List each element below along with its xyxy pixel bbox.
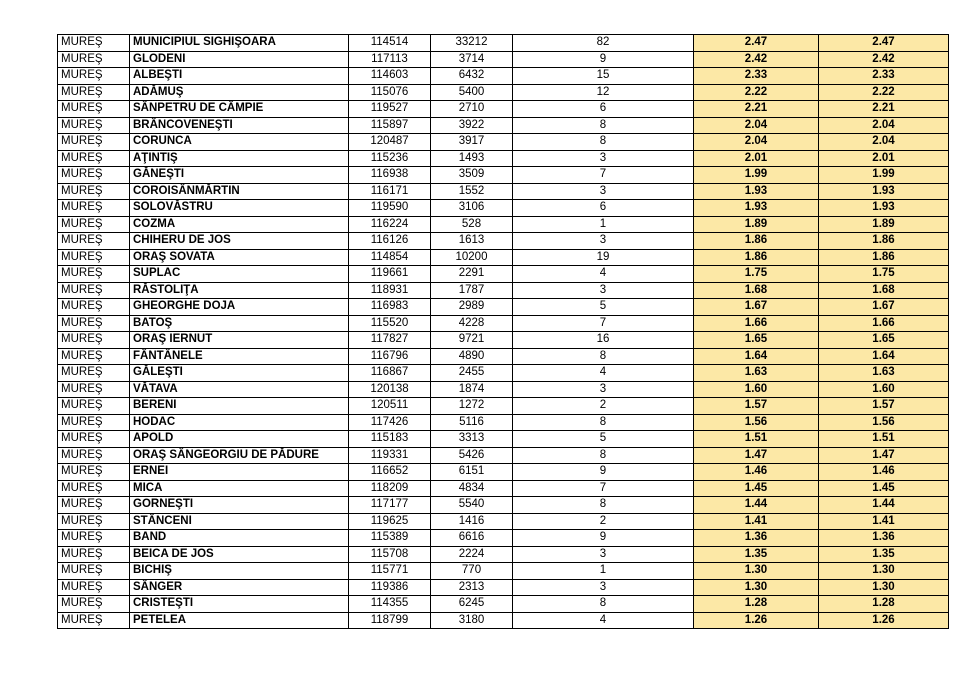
table-row — [58, 216, 949, 233]
cases-cell: 3 — [513, 546, 694, 563]
table-row — [58, 381, 949, 398]
locality-cell: SOLOVĂSTRU — [130, 200, 349, 217]
population-cell: 5540 — [431, 497, 513, 514]
rate-cell-2: 1.66 — [819, 315, 949, 332]
table-row — [58, 365, 949, 382]
county-cell: MUREŞ — [58, 35, 130, 52]
cases-cell: 15 — [513, 68, 694, 85]
table-row — [58, 150, 949, 167]
code-cell: 119331 — [349, 447, 431, 464]
cases-cell: 9 — [513, 530, 694, 547]
table-row — [58, 200, 949, 217]
code-cell: 116652 — [349, 464, 431, 481]
locality-cell: ALBEŞTI — [130, 68, 349, 85]
rate-cell: 1.93 — [694, 200, 819, 217]
code-cell: 114603 — [349, 68, 431, 85]
locality-cell: COROISÂNMĂRTIN — [130, 183, 349, 200]
table-row — [58, 497, 949, 514]
rate-cell: 1.68 — [694, 282, 819, 299]
cases-cell: 2 — [513, 398, 694, 415]
code-cell: 117113 — [349, 51, 431, 68]
cases-cell: 8 — [513, 117, 694, 134]
rate-cell: 1.89 — [694, 216, 819, 233]
code-cell: 114514 — [349, 35, 431, 52]
rate-cell-2: 1.30 — [819, 563, 949, 580]
rate-cell-2: 2.47 — [819, 35, 949, 52]
code-cell: 119527 — [349, 101, 431, 118]
rate-cell: 2.42 — [694, 51, 819, 68]
county-cell: MUREŞ — [58, 381, 130, 398]
cases-cell: 16 — [513, 332, 694, 349]
locality-cell: BRÂNCOVENEŞTI — [130, 117, 349, 134]
cases-cell: 4 — [513, 365, 694, 382]
population-cell: 1416 — [431, 513, 513, 530]
rate-cell-2: 1.46 — [819, 464, 949, 481]
population-cell: 5116 — [431, 414, 513, 431]
table-row — [58, 563, 949, 580]
data-table — [57, 34, 949, 629]
rate-cell: 1.44 — [694, 497, 819, 514]
table-row — [58, 513, 949, 530]
county-cell: MUREŞ — [58, 101, 130, 118]
rate-cell-2: 1.63 — [819, 365, 949, 382]
table-row — [58, 101, 949, 118]
population-cell: 6616 — [431, 530, 513, 547]
population-cell: 4228 — [431, 315, 513, 332]
code-cell: 116983 — [349, 299, 431, 316]
cases-cell: 7 — [513, 167, 694, 184]
rate-cell-2: 1.28 — [819, 596, 949, 613]
cases-cell: 5 — [513, 299, 694, 316]
cases-cell: 7 — [513, 480, 694, 497]
cases-cell: 8 — [513, 497, 694, 514]
table-row — [58, 414, 949, 431]
population-cell: 3509 — [431, 167, 513, 184]
cases-cell: 1 — [513, 563, 694, 580]
cases-cell: 2 — [513, 513, 694, 530]
rate-cell-2: 1.41 — [819, 513, 949, 530]
code-cell: 117827 — [349, 332, 431, 349]
table-row — [58, 249, 949, 266]
locality-cell: SUPLAC — [130, 266, 349, 283]
county-cell: MUREŞ — [58, 348, 130, 365]
locality-cell: COZMA — [130, 216, 349, 233]
county-cell: MUREŞ — [58, 200, 130, 217]
locality-cell: BERENI — [130, 398, 349, 415]
cases-cell: 8 — [513, 134, 694, 151]
rate-cell: 1.75 — [694, 266, 819, 283]
population-cell: 1272 — [431, 398, 513, 415]
table-row — [58, 299, 949, 316]
rate-cell-2: 1.67 — [819, 299, 949, 316]
cases-cell: 3 — [513, 233, 694, 250]
code-cell: 115520 — [349, 315, 431, 332]
locality-cell: BICHIŞ — [130, 563, 349, 580]
rate-cell: 2.04 — [694, 117, 819, 134]
rate-cell-2: 1.75 — [819, 266, 949, 283]
population-cell: 2989 — [431, 299, 513, 316]
cases-cell: 4 — [513, 266, 694, 283]
county-cell: MUREŞ — [58, 530, 130, 547]
locality-cell: GĂLEŞTI — [130, 365, 349, 382]
code-cell: 119661 — [349, 266, 431, 283]
locality-cell: GHEORGHE DOJA — [130, 299, 349, 316]
county-cell: MUREŞ — [58, 579, 130, 596]
table-row — [58, 117, 949, 134]
cases-cell: 8 — [513, 447, 694, 464]
code-cell: 118209 — [349, 480, 431, 497]
rate-cell: 2.01 — [694, 150, 819, 167]
locality-cell: CHIHERU DE JOS — [130, 233, 349, 250]
population-cell: 2313 — [431, 579, 513, 596]
population-cell: 2224 — [431, 546, 513, 563]
population-cell: 3917 — [431, 134, 513, 151]
rate-cell-2: 1.99 — [819, 167, 949, 184]
rate-cell-2: 1.86 — [819, 249, 949, 266]
code-cell: 119625 — [349, 513, 431, 530]
county-cell: MUREŞ — [58, 150, 130, 167]
code-cell: 116796 — [349, 348, 431, 365]
population-cell: 3922 — [431, 117, 513, 134]
county-cell: MUREŞ — [58, 431, 130, 448]
population-cell: 2291 — [431, 266, 513, 283]
population-cell: 770 — [431, 563, 513, 580]
population-cell: 3106 — [431, 200, 513, 217]
population-cell: 1787 — [431, 282, 513, 299]
rate-cell-2: 1.68 — [819, 282, 949, 299]
population-cell: 1874 — [431, 381, 513, 398]
code-cell: 117426 — [349, 414, 431, 431]
rate-cell: 1.51 — [694, 431, 819, 448]
county-cell: MUREŞ — [58, 497, 130, 514]
rate-cell-2: 2.33 — [819, 68, 949, 85]
cases-cell: 82 — [513, 35, 694, 52]
population-cell: 528 — [431, 216, 513, 233]
county-cell: MUREŞ — [58, 513, 130, 530]
code-cell: 115076 — [349, 84, 431, 101]
table-row — [58, 348, 949, 365]
county-cell: MUREŞ — [58, 282, 130, 299]
cases-cell: 8 — [513, 596, 694, 613]
cases-cell: 3 — [513, 150, 694, 167]
locality-cell: CORUNCA — [130, 134, 349, 151]
code-cell: 116938 — [349, 167, 431, 184]
rate-cell: 1.60 — [694, 381, 819, 398]
locality-cell: ORAŞ SOVATA — [130, 249, 349, 266]
population-cell: 5400 — [431, 84, 513, 101]
cases-cell: 1 — [513, 216, 694, 233]
county-cell: MUREŞ — [58, 249, 130, 266]
county-cell: MUREŞ — [58, 183, 130, 200]
locality-cell: GORNEŞTI — [130, 497, 349, 514]
cases-cell: 9 — [513, 51, 694, 68]
locality-cell: FÂNTÂNELE — [130, 348, 349, 365]
table-row — [58, 68, 949, 85]
population-cell: 5426 — [431, 447, 513, 464]
county-cell: MUREŞ — [58, 464, 130, 481]
cases-cell: 8 — [513, 348, 694, 365]
rate-cell: 1.64 — [694, 348, 819, 365]
locality-cell: CRISTEŞTI — [130, 596, 349, 613]
table-row — [58, 134, 949, 151]
rate-cell: 1.30 — [694, 563, 819, 580]
table-row — [58, 84, 949, 101]
table-row — [58, 282, 949, 299]
county-cell: MUREŞ — [58, 68, 130, 85]
county-cell: MUREŞ — [58, 546, 130, 563]
county-cell: MUREŞ — [58, 117, 130, 134]
county-cell: MUREŞ — [58, 84, 130, 101]
code-cell: 120138 — [349, 381, 431, 398]
rate-cell: 1.65 — [694, 332, 819, 349]
rate-cell: 1.26 — [694, 612, 819, 629]
table-row — [58, 315, 949, 332]
cases-cell: 3 — [513, 579, 694, 596]
population-cell: 6245 — [431, 596, 513, 613]
table-row — [58, 530, 949, 547]
table-row — [58, 332, 949, 349]
rate-cell-2: 2.04 — [819, 117, 949, 134]
locality-cell: STÂNCENI — [130, 513, 349, 530]
rate-cell-2: 1.57 — [819, 398, 949, 415]
table-body — [58, 35, 949, 629]
table-row — [58, 266, 949, 283]
rate-cell: 1.36 — [694, 530, 819, 547]
population-cell: 4834 — [431, 480, 513, 497]
table-row — [58, 480, 949, 497]
population-cell: 10200 — [431, 249, 513, 266]
rate-cell-2: 1.89 — [819, 216, 949, 233]
county-cell: MUREŞ — [58, 134, 130, 151]
rate-cell-2: 1.26 — [819, 612, 949, 629]
locality-cell: ADĂMUŞ — [130, 84, 349, 101]
rate-cell-2: 1.45 — [819, 480, 949, 497]
county-cell: MUREŞ — [58, 365, 130, 382]
code-cell: 117177 — [349, 497, 431, 514]
population-cell: 1613 — [431, 233, 513, 250]
locality-cell: APOLD — [130, 431, 349, 448]
population-cell: 4890 — [431, 348, 513, 365]
cases-cell: 6 — [513, 200, 694, 217]
rate-cell: 1.86 — [694, 233, 819, 250]
rate-cell: 1.99 — [694, 167, 819, 184]
locality-cell: GĂNEŞTI — [130, 167, 349, 184]
rate-cell-2: 1.47 — [819, 447, 949, 464]
county-cell: MUREŞ — [58, 612, 130, 629]
code-cell: 115897 — [349, 117, 431, 134]
county-cell: MUREŞ — [58, 596, 130, 613]
locality-cell: BEICA DE JOS — [130, 546, 349, 563]
locality-cell: ERNEI — [130, 464, 349, 481]
population-cell: 9721 — [431, 332, 513, 349]
locality-cell: GLODENI — [130, 51, 349, 68]
rate-cell-2: 2.01 — [819, 150, 949, 167]
county-cell: MUREŞ — [58, 447, 130, 464]
table-row — [58, 233, 949, 250]
locality-cell: BATOŞ — [130, 315, 349, 332]
rate-cell: 2.04 — [694, 134, 819, 151]
table-row — [58, 447, 949, 464]
rate-cell-2: 2.42 — [819, 51, 949, 68]
cases-cell: 19 — [513, 249, 694, 266]
code-cell: 118931 — [349, 282, 431, 299]
county-cell: MUREŞ — [58, 167, 130, 184]
table-row — [58, 612, 949, 629]
rate-cell-2: 1.56 — [819, 414, 949, 431]
rate-cell-2: 1.35 — [819, 546, 949, 563]
code-cell: 119386 — [349, 579, 431, 596]
county-cell: MUREŞ — [58, 398, 130, 415]
rate-cell: 1.86 — [694, 249, 819, 266]
rate-cell: 1.57 — [694, 398, 819, 415]
rate-cell-2: 2.04 — [819, 134, 949, 151]
code-cell: 118799 — [349, 612, 431, 629]
table-row — [58, 464, 949, 481]
rate-cell: 1.63 — [694, 365, 819, 382]
rate-cell-2: 1.51 — [819, 431, 949, 448]
cases-cell: 9 — [513, 464, 694, 481]
county-cell: MUREŞ — [58, 563, 130, 580]
population-cell: 33212 — [431, 35, 513, 52]
table-row — [58, 579, 949, 596]
county-cell: MUREŞ — [58, 332, 130, 349]
county-cell: MUREŞ — [58, 51, 130, 68]
rate-cell: 1.93 — [694, 183, 819, 200]
rate-cell: 1.56 — [694, 414, 819, 431]
county-cell: MUREŞ — [58, 216, 130, 233]
rate-cell-2: 1.60 — [819, 381, 949, 398]
code-cell: 120511 — [349, 398, 431, 415]
locality-cell: SÂNPETRU DE CÂMPIE — [130, 101, 349, 118]
rate-cell-2: 1.30 — [819, 579, 949, 596]
code-cell: 119590 — [349, 200, 431, 217]
rate-cell-2: 1.65 — [819, 332, 949, 349]
table-row — [58, 398, 949, 415]
population-cell: 3313 — [431, 431, 513, 448]
locality-cell: PETELEA — [130, 612, 349, 629]
rate-cell: 2.22 — [694, 84, 819, 101]
county-cell: MUREŞ — [58, 414, 130, 431]
population-cell: 1493 — [431, 150, 513, 167]
population-cell: 6432 — [431, 68, 513, 85]
table-row — [58, 546, 949, 563]
population-cell: 2455 — [431, 365, 513, 382]
code-cell: 114854 — [349, 249, 431, 266]
table-row — [58, 183, 949, 200]
locality-cell: VĂTAVA — [130, 381, 349, 398]
cases-cell: 6 — [513, 101, 694, 118]
rate-cell-2: 1.93 — [819, 183, 949, 200]
population-cell: 1552 — [431, 183, 513, 200]
locality-cell: MICA — [130, 480, 349, 497]
cases-cell: 3 — [513, 183, 694, 200]
code-cell: 115771 — [349, 563, 431, 580]
locality-cell: MUNICIPIUL SIGHIŞOARA — [130, 35, 349, 52]
code-cell: 116867 — [349, 365, 431, 382]
table-row — [58, 51, 949, 68]
table-row — [58, 167, 949, 184]
table-row — [58, 35, 949, 52]
rate-cell-2: 2.21 — [819, 101, 949, 118]
cases-cell: 12 — [513, 84, 694, 101]
county-cell: MUREŞ — [58, 266, 130, 283]
population-cell: 2710 — [431, 101, 513, 118]
rate-cell: 2.47 — [694, 35, 819, 52]
code-cell: 116171 — [349, 183, 431, 200]
code-cell: 115183 — [349, 431, 431, 448]
cases-cell: 3 — [513, 381, 694, 398]
rate-cell: 1.47 — [694, 447, 819, 464]
rate-cell: 1.35 — [694, 546, 819, 563]
rate-cell: 1.67 — [694, 299, 819, 316]
rate-cell-2: 1.86 — [819, 233, 949, 250]
cases-cell: 5 — [513, 431, 694, 448]
cases-cell: 4 — [513, 612, 694, 629]
county-cell: MUREŞ — [58, 299, 130, 316]
rate-cell: 1.41 — [694, 513, 819, 530]
rate-cell: 1.46 — [694, 464, 819, 481]
code-cell: 115389 — [349, 530, 431, 547]
cases-cell: 7 — [513, 315, 694, 332]
code-cell: 120487 — [349, 134, 431, 151]
cases-cell: 3 — [513, 282, 694, 299]
rate-cell-2: 1.36 — [819, 530, 949, 547]
rate-cell-2: 1.64 — [819, 348, 949, 365]
rate-cell: 1.45 — [694, 480, 819, 497]
cases-cell: 8 — [513, 414, 694, 431]
population-cell: 3714 — [431, 51, 513, 68]
code-cell: 116126 — [349, 233, 431, 250]
county-cell: MUREŞ — [58, 315, 130, 332]
code-cell: 115708 — [349, 546, 431, 563]
population-cell: 6151 — [431, 464, 513, 481]
county-cell: MUREŞ — [58, 233, 130, 250]
rate-cell: 1.30 — [694, 579, 819, 596]
county-cell: MUREŞ — [58, 480, 130, 497]
locality-cell: HODAC — [130, 414, 349, 431]
table-row — [58, 596, 949, 613]
rate-cell-2: 1.44 — [819, 497, 949, 514]
table-row — [58, 431, 949, 448]
code-cell: 114355 — [349, 596, 431, 613]
locality-cell: BAND — [130, 530, 349, 547]
locality-cell: RĂSTOLIŢA — [130, 282, 349, 299]
population-cell: 3180 — [431, 612, 513, 629]
code-cell: 115236 — [349, 150, 431, 167]
rate-cell: 2.33 — [694, 68, 819, 85]
rate-cell-2: 1.93 — [819, 200, 949, 217]
locality-cell: AŢINTIŞ — [130, 150, 349, 167]
locality-cell: SÂNGER — [130, 579, 349, 596]
rate-cell: 2.21 — [694, 101, 819, 118]
locality-cell: ORAŞ IERNUT — [130, 332, 349, 349]
rate-cell: 1.28 — [694, 596, 819, 613]
rate-cell-2: 2.22 — [819, 84, 949, 101]
locality-cell: ORAŞ SÂNGEORGIU DE PĂDURE — [130, 447, 349, 464]
code-cell: 116224 — [349, 216, 431, 233]
rate-cell: 1.66 — [694, 315, 819, 332]
